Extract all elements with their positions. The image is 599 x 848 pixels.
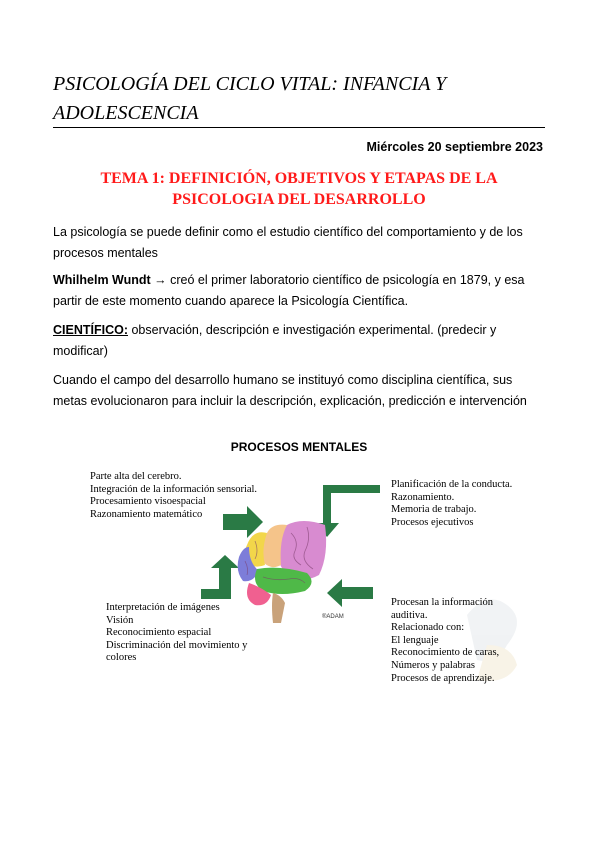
note-line: Visión xyxy=(106,614,134,626)
notes-temporal xyxy=(391,597,521,685)
paragraph-wundt xyxy=(53,270,545,312)
figure-title: PROCESOS MENTALES xyxy=(230,440,368,454)
image-credit: ®ADAM xyxy=(322,614,344,620)
brainstem xyxy=(272,593,285,623)
note-line: Razonamiento. xyxy=(391,491,455,503)
note-line: Planificación de la conducta. xyxy=(391,479,513,490)
arrow-symbol: → xyxy=(150,273,171,287)
note-line: Números y palabras xyxy=(391,659,475,671)
paragraph-definition: La psicología se puede definir como el estudio científico del comportamiento y de los procesos mentales xyxy=(53,225,523,260)
note-line: Procesos ejecutivos xyxy=(391,516,474,528)
cientifico-text: observación, descripción e investigación experimental. (predecir y modificar) xyxy=(53,323,497,358)
arrow-bottom-right xyxy=(327,579,373,607)
note-line: Integración de la información sensorial. xyxy=(90,483,258,495)
cientifico-label: CIENTÍFICO: xyxy=(53,323,128,337)
note-line: El lenguaje xyxy=(391,634,439,646)
note-line: Interpretación de imágenes xyxy=(106,602,220,613)
note-line: Procesos de aprendizaje. xyxy=(391,672,495,684)
notes-parietal xyxy=(90,471,260,521)
note-line: Procesamiento visoespacial xyxy=(90,496,206,508)
title-underline xyxy=(53,127,545,128)
topic-heading: TEMA 1: DEFINICIÓN, OBJETIVOS Y ETAPAS DE LA PSICOLOGIA DEL DESARROLLO xyxy=(100,170,498,208)
paragraph-desarrollo: Cuando el campo del desarrollo humano se instituyó como disciplina científica, sus metas evolucionaron para incluir la descripción, explicación, predicción e intervención xyxy=(53,373,527,408)
note-line: Procesan la información auditiva. xyxy=(391,597,494,621)
note-line: Reconocimiento espacial xyxy=(106,627,212,639)
paragraph-cientifico xyxy=(53,320,545,362)
document-date: Miércoles 20 septiembre 2023 xyxy=(366,140,543,154)
note-line: Memoria de trabajo. xyxy=(391,504,477,516)
wundt-text: creó el primer laboratorio científico de psicología en 1879, y esa partir de este momento cuando aparece la Psicología Científica. xyxy=(53,273,525,308)
note-line: Relacionado con: xyxy=(391,622,465,634)
arrow-bottom-left xyxy=(201,555,239,599)
note-line: Parte alta del cerebro. xyxy=(90,471,182,482)
notes-occipital xyxy=(106,602,256,665)
document-title: PSICOLOGÍA DEL CICLO VITAL: INFANCIA Y ADOLESCENCIA xyxy=(53,73,447,124)
wundt-name: Whilhelm Wundt xyxy=(53,273,151,287)
notes-frontal xyxy=(391,479,516,529)
note-line: Discriminación del movimiento y colores xyxy=(106,639,248,664)
note-line: Razonamiento matemático xyxy=(90,508,203,520)
note-line: Reconocimiento de caras, xyxy=(391,647,500,659)
